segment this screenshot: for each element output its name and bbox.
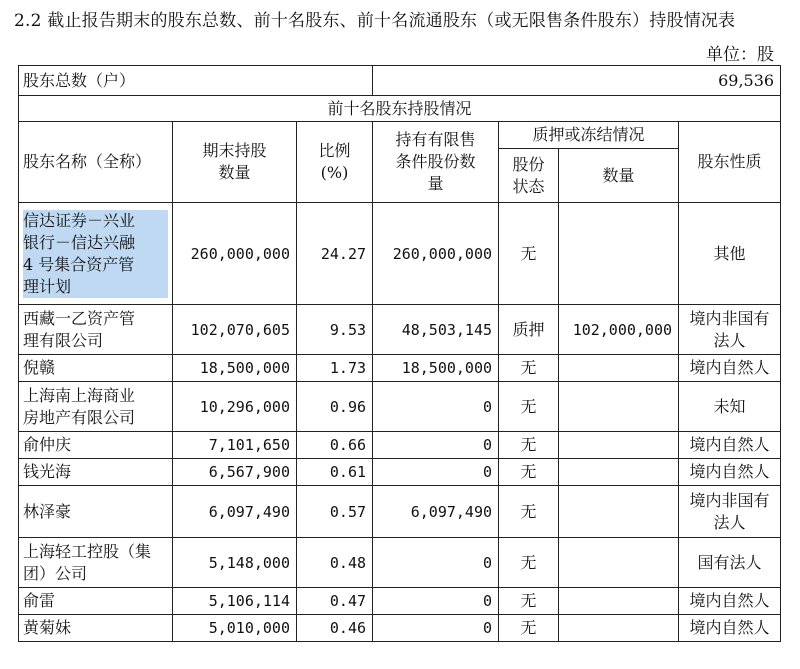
- shares-value: 260,000,000: [190, 244, 290, 263]
- header-restricted-line3: 量: [427, 174, 444, 193]
- pledge-qty: [559, 538, 679, 588]
- shareholder-nature: [679, 432, 781, 459]
- ratio: [297, 203, 373, 305]
- ratio: [297, 432, 373, 459]
- nature-line: 法人: [713, 512, 746, 532]
- pledge-status-value: 无: [520, 591, 537, 610]
- shares-value: 7,101,650: [208, 436, 290, 454]
- shares-held: [173, 432, 297, 459]
- pledge-status: [499, 355, 559, 382]
- ratio: [297, 615, 373, 642]
- restricted-shares: [373, 305, 499, 355]
- shareholder-name: [19, 355, 173, 382]
- shareholder-name-line: 上海南上海商业: [23, 385, 136, 405]
- unit-label: 单位：股: [706, 45, 774, 65]
- shareholder-name-line: 理有限公司: [23, 330, 104, 350]
- ratio: [297, 382, 373, 432]
- table-row: [19, 486, 781, 538]
- total-value: 69,536: [373, 66, 781, 96]
- pledge-status: [499, 203, 559, 305]
- header-nature: 股东性质: [679, 122, 781, 203]
- shares-value: 6,097,490: [208, 502, 290, 521]
- restricted-value: 0: [483, 592, 493, 610]
- pledge-status: [499, 382, 559, 432]
- nature-line: 境内自然人: [689, 358, 770, 377]
- shareholder-name: [19, 538, 173, 588]
- pledge-status: [499, 588, 559, 615]
- shareholder-nature: [679, 459, 781, 486]
- shareholder-nature: [679, 203, 781, 305]
- ratio-value: 0.66: [329, 436, 367, 454]
- table-row: [19, 382, 781, 432]
- nature-line: 国有法人: [697, 552, 762, 572]
- ratio-value: 0.47: [329, 592, 367, 610]
- header-pledge-qty: 数量: [559, 149, 679, 203]
- table-row: [19, 459, 781, 486]
- ratio-value: 0.57: [329, 502, 367, 521]
- pledge-status-value: 质押: [512, 319, 545, 339]
- shareholder-nature: [679, 382, 781, 432]
- table-title: 2.2 截止报告期末的股东总数、前十名股东、前十名流通股东（或无限售条件股东）持股情况表: [14, 11, 736, 31]
- restricted-value: 0: [483, 397, 493, 416]
- total-label: 股东总数（户）: [19, 66, 373, 96]
- shares-value: 5,010,000: [208, 619, 290, 637]
- restricted-shares: [373, 203, 499, 305]
- restricted-shares: [373, 538, 499, 588]
- shareholder-nature: [679, 305, 781, 355]
- nature-line: 境内自然人: [689, 462, 770, 481]
- ratio: [297, 355, 373, 382]
- restricted-shares: [373, 382, 499, 432]
- header-pledge-status-line2: 状态: [512, 176, 545, 196]
- total-row: [19, 66, 781, 96]
- shareholder-name: [19, 615, 173, 642]
- restricted-value: 6,097,490: [410, 502, 493, 521]
- ratio-value: 0.61: [329, 463, 367, 481]
- pledge-qty: [559, 355, 679, 382]
- restricted-shares: [373, 486, 499, 538]
- shares-held: [173, 615, 297, 642]
- header-ratio-line1: 比例: [318, 141, 351, 160]
- restricted-value: 18,500,000: [401, 359, 493, 377]
- shareholder-name-line: 银行－信达兴融: [23, 232, 136, 252]
- shares-value: 5,106,114: [208, 592, 290, 610]
- shareholder-name-line: 俞雷: [23, 591, 56, 610]
- shares-value: 5,148,000: [208, 553, 290, 572]
- ratio: [297, 538, 373, 588]
- restricted-shares: [373, 432, 499, 459]
- header-shares: [173, 122, 297, 203]
- shares-value: 6,567,900: [208, 463, 290, 481]
- restricted-shares: [373, 588, 499, 615]
- pledge-status-value: 无: [520, 358, 537, 377]
- shareholder-table: [18, 65, 781, 642]
- pledge-status: [499, 459, 559, 486]
- header-shares-line2: 数量: [218, 163, 251, 182]
- shareholder-name-line: 倪赣: [23, 358, 56, 377]
- restricted-shares: [373, 615, 499, 642]
- shares-held: [173, 382, 297, 432]
- nature-line: 法人: [713, 330, 746, 350]
- shares-held: [173, 459, 297, 486]
- header-restricted-line2: 条件股份数: [395, 152, 476, 171]
- shareholder-name-line: 林泽豪: [23, 501, 72, 521]
- nature-line: 境内非国有: [689, 308, 770, 328]
- restricted-value: 0: [483, 436, 493, 454]
- nature-line: 境内非国有: [689, 490, 770, 510]
- header-restricted-line1: 持有有限售: [395, 130, 476, 149]
- restricted-value: 48,503,145: [401, 320, 493, 339]
- shareholder-name: [19, 382, 173, 432]
- pledge-status-value: 无: [520, 396, 537, 416]
- ratio-value: 9.53: [329, 320, 367, 339]
- pledge-status: [499, 432, 559, 459]
- pledge-status-value: 无: [520, 435, 537, 454]
- header-ratio: [297, 122, 373, 203]
- shares-held: [173, 588, 297, 615]
- header-restricted: [373, 122, 499, 203]
- ratio-value: 0.48: [329, 553, 367, 572]
- shares-held: [173, 486, 297, 538]
- pledge-qty: [559, 203, 679, 305]
- pledge-status: [499, 486, 559, 538]
- shareholder-name-line: 黄菊妹: [23, 618, 72, 637]
- shareholder-nature: [679, 615, 781, 642]
- ratio-value: 1.73: [329, 359, 367, 377]
- pledge-qty: [559, 486, 679, 538]
- pledge-status-value: 无: [520, 501, 537, 521]
- ratio-value: 0.96: [329, 397, 367, 416]
- pledge-status-value: 无: [520, 243, 537, 263]
- table-row: [19, 305, 781, 355]
- header-ratio-line2: (%): [320, 163, 349, 182]
- section-row: [19, 96, 781, 122]
- pledge-qty: [559, 432, 679, 459]
- nature-line: 境内自然人: [689, 618, 770, 637]
- shareholder-name-line: 钱光海: [23, 462, 72, 481]
- pledge-status-value: 无: [520, 618, 537, 637]
- pledge-qty: [559, 305, 679, 355]
- shareholder-name: [19, 459, 173, 486]
- header-pledge-status: [499, 149, 559, 203]
- table-row: [19, 355, 781, 382]
- shares-held: [173, 538, 297, 588]
- pledge-status-value: 无: [520, 552, 537, 572]
- restricted-value: 0: [483, 553, 493, 572]
- header-row-1: [19, 122, 781, 149]
- shareholder-name-line: 理计划: [23, 276, 72, 296]
- shareholder-name-line: 信达证券－兴业: [23, 210, 136, 230]
- restricted-value: 0: [483, 463, 493, 481]
- pledge-status: [499, 305, 559, 355]
- nature-line: 境内自然人: [689, 591, 770, 610]
- shareholder-name-line: 4 号集合资产管: [23, 254, 135, 274]
- shares-value: 18,500,000: [199, 359, 290, 377]
- ratio: [297, 459, 373, 486]
- shareholder-nature: [679, 355, 781, 382]
- pledge-qty-value: 102,000,000: [572, 320, 673, 339]
- shareholder-name-line: 西藏一乙资产管: [23, 308, 136, 328]
- shares-held: [173, 305, 297, 355]
- table-row: [19, 615, 781, 642]
- ratio: [297, 305, 373, 355]
- shareholder-name-line: 上海轻工控股（集: [23, 541, 152, 561]
- shares-value: 10,296,000: [199, 397, 290, 416]
- shares-held: [173, 355, 297, 382]
- pledge-qty: [559, 382, 679, 432]
- table-row: [19, 538, 781, 588]
- pledge-qty: [559, 588, 679, 615]
- shareholder-nature: [679, 588, 781, 615]
- shareholder-name: [19, 432, 173, 459]
- header-pledge-status-line1: 股份: [512, 154, 545, 174]
- table-row: [19, 203, 781, 305]
- shareholder-nature: [679, 538, 781, 588]
- ratio: [297, 486, 373, 538]
- shareholder-name-line: 俞仲庆: [23, 435, 72, 454]
- table-row: [19, 588, 781, 615]
- header-shares-line1: 期末持股: [202, 141, 267, 160]
- pledge-qty: [559, 459, 679, 486]
- restricted-value: 0: [483, 619, 493, 637]
- nature-line: 未知: [713, 396, 746, 416]
- pledge-status-value: 无: [520, 462, 537, 481]
- section-title: 前十名股东持股情况: [19, 96, 781, 122]
- ratio: [297, 588, 373, 615]
- ratio-value: 24.27: [320, 244, 367, 263]
- pledge-status: [499, 538, 559, 588]
- pledge-status: [499, 615, 559, 642]
- header-name: 股东名称（全称）: [19, 122, 173, 203]
- restricted-value: 260,000,000: [392, 244, 493, 263]
- shareholder-name: [19, 305, 173, 355]
- shareholder-name-line: 团）公司: [23, 563, 88, 583]
- restricted-shares: [373, 459, 499, 486]
- shareholder-name: [19, 203, 173, 305]
- restricted-shares: [373, 355, 499, 382]
- shares-value: 102,070,605: [190, 320, 290, 339]
- pledge-qty: [559, 615, 679, 642]
- shareholder-nature: [679, 486, 781, 538]
- table-row: [19, 432, 781, 459]
- shareholder-name: [19, 588, 173, 615]
- header-pledge-group: 质押或冻结情况: [499, 122, 679, 149]
- ratio-value: 0.46: [329, 619, 367, 637]
- shareholder-name: [19, 486, 173, 538]
- nature-line: 其他: [713, 243, 746, 263]
- nature-line: 境内自然人: [689, 435, 770, 454]
- shares-held: [173, 203, 297, 305]
- shareholder-name-line: 房地产有限公司: [23, 407, 136, 427]
